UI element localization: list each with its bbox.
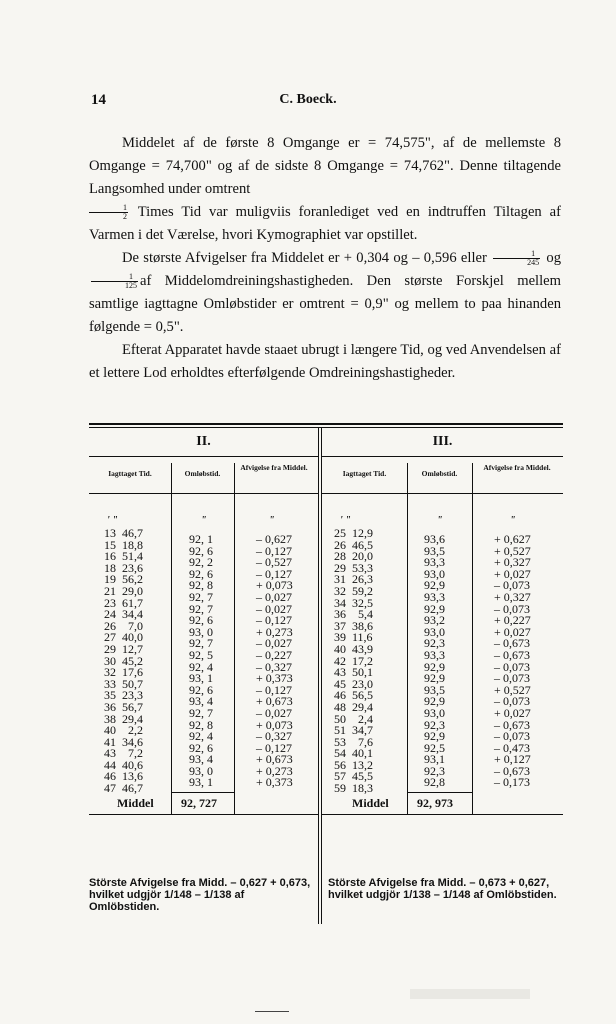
afvig-cell: – 0,027 [256, 636, 292, 651]
afvig-cell: + 0,373 [256, 775, 293, 790]
omlob-cell: 92,9 [424, 578, 445, 593]
omlob-cell: 92, 5 [189, 647, 213, 662]
omlob-cell: 92, 8 [189, 717, 213, 732]
omlob-cell: 92,5 [424, 740, 445, 755]
running-head: C. Boeck. [279, 92, 337, 107]
afvig-column [256, 534, 293, 789]
footer-rule [322, 814, 563, 815]
omlob-cell: 92, 6 [189, 613, 213, 628]
afvig-column [494, 534, 531, 789]
body-text [89, 132, 561, 385]
omlob-cell: 92, 6 [189, 543, 213, 558]
afvig-cell: – 0,327 [256, 729, 292, 744]
time-cell: 45 23,0 [334, 676, 373, 691]
omlob-cell: 92,9 [424, 729, 445, 744]
unit-label: ' " [340, 515, 351, 526]
time-cell: 34 32,5 [334, 595, 373, 610]
time-cell: 15 18,8 [104, 537, 143, 552]
omlob-column [189, 534, 213, 789]
omlob-cell: 92, 7 [189, 589, 213, 604]
afvig-cell: – 0,173 [494, 775, 530, 790]
omlob-cell: 92,9 [424, 601, 445, 616]
column-rule [234, 792, 235, 814]
afvig-cell: – 0,127 [256, 613, 292, 628]
omlob-cell: 93, 1 [189, 671, 213, 686]
panel-title: III. [432, 434, 453, 449]
afvig-cell: – 0,073 [494, 659, 530, 674]
time-cell: 56 13,2 [334, 757, 373, 772]
footnote-II: Störste Afvigelse fra Midd. – 0,627 + 0,673, hvilket udgjör 1/148 – 1/138 af Omlöbstiden. [89, 877, 311, 913]
column-rule [472, 792, 473, 814]
col-header-afvig: Afvigelse fra Middel. [240, 463, 308, 472]
middel-label: Middel [117, 796, 154, 810]
omlob-cell: 93,0 [424, 624, 445, 639]
afvig-cell: – 0,327 [256, 659, 292, 674]
column-rule [171, 792, 172, 814]
omlob-cell: 92, 7 [189, 636, 213, 651]
time-cell: 43 7,2 [104, 746, 143, 761]
afvig-cell: + 0,073 [256, 578, 293, 593]
afvig-cell: – 0,127 [256, 740, 292, 755]
omlob-cell: 93,3 [424, 589, 445, 604]
omlob-cell: 93, 0 [189, 763, 213, 778]
time-cell: 13 46,7 [104, 526, 143, 540]
column-rule [171, 463, 172, 808]
data-table [89, 423, 563, 913]
omlob-cell: 93,3 [424, 647, 445, 662]
sum-rule [407, 792, 472, 793]
omlob-cell: 93,5 [424, 543, 445, 558]
time-cell: 23 61,7 [104, 595, 143, 610]
column-rule [407, 463, 408, 808]
unit-label: " [437, 515, 443, 526]
omlob-cell: 92, 4 [189, 729, 213, 744]
time-cell: 38 29,4 [104, 711, 143, 726]
afvig-cell: + 0,327 [494, 555, 531, 570]
time-cell: 40 2,2 [104, 723, 143, 738]
omlob-cell: 92,3 [424, 763, 445, 778]
afvig-cell: – 0,227 [256, 647, 292, 662]
time-cell: 39 11,6 [334, 630, 373, 645]
time-cell: 50 2,4 [334, 711, 373, 726]
fraction-half: $\frac{1}{2}$ [89, 204, 128, 221]
omlob-cell: 93,2 [424, 613, 445, 628]
omlob-cell: 92, 6 [189, 682, 213, 697]
afvig-cell: + 0,027 [494, 624, 531, 639]
header-rule [322, 493, 563, 494]
afvig-cell: + 0,027 [494, 566, 531, 581]
page-number: 14 [91, 92, 106, 108]
omlob-cell: 93, 4 [189, 752, 213, 767]
time-cell: 47 46,7 [104, 781, 143, 796]
time-cell: 21 29,0 [104, 583, 143, 598]
bottom-mark [255, 1011, 289, 1012]
header-rule [322, 456, 563, 457]
time-cell: 32 17,6 [104, 665, 143, 680]
col-header-afvig: Afvigelse fra Middel. [483, 463, 551, 472]
afvig-cell: + 0,327 [494, 589, 531, 604]
time-cell: 27 40,0 [104, 630, 143, 645]
time-cell: 30 45,2 [104, 653, 143, 668]
afvig-cell: + 0,527 [494, 543, 531, 558]
panel-II [89, 430, 318, 913]
afvig-cell: + 0,527 [494, 682, 531, 697]
afvig-cell: – 0,673 [494, 717, 530, 732]
omlob-cell: 92,9 [424, 671, 445, 686]
paragraph-1: Middelet af de første 8 Omgange er = 74,575", af de mellemste 8 Omgange = 74,700" og af de sidste 8 Omgange = 74,762". Denne tiltagende Langsomhed under omtrent $\frac{1}{2}$ Times Tid var muligviis foranlediget ved en indtruffen Tiltagen af Varmen i det Værelse, hvori Kymographiet var opstillet. [89, 135, 561, 243]
time-cell: 28 20,0 [334, 549, 373, 564]
time-cell: 32 59,2 [334, 583, 373, 598]
time-cell: 29 53,3 [334, 560, 373, 575]
table-rule [89, 423, 563, 425]
omlob-cell: 93, 0 [189, 624, 213, 639]
time-cell: 42 17,2 [334, 653, 373, 668]
afvig-cell: – 0,073 [494, 578, 530, 593]
time-cell: 44 40,6 [104, 757, 143, 772]
omlob-cell: 93,0 [424, 705, 445, 720]
column-rule [407, 792, 408, 814]
afvig-cell: – 0,127 [256, 566, 292, 581]
afvig-cell: + 0,273 [256, 763, 293, 778]
time-cell: 40 43,9 [334, 641, 373, 656]
afvig-cell: – 0,027 [256, 589, 292, 604]
time-cell: 26 46,5 [334, 537, 373, 552]
column-rule [472, 463, 473, 808]
col-header-time: Iagttaget Tid. [342, 469, 387, 478]
time-cell: 36 56,7 [104, 699, 143, 714]
afvig-cell: – 0,027 [256, 601, 292, 616]
footer-rule [89, 814, 318, 815]
omlob-cell: 92, 2 [189, 555, 213, 570]
omlob-cell: 93, 1 [189, 775, 213, 790]
page-header [0, 92, 616, 112]
col-header-omlob: Omløbstid. [421, 469, 458, 478]
time-cell: 35 23,3 [104, 688, 143, 703]
col-header-omlob: Omløbstid. [184, 469, 221, 478]
omlob-cell: 92,3 [424, 636, 445, 651]
fraction-1-125: $\frac{1}{125}$ [91, 273, 138, 290]
time-cell: 51 34,7 [334, 723, 373, 738]
time-cell: 16 51,4 [104, 549, 143, 564]
afvig-cell: + 0,273 [256, 624, 293, 639]
header-rule [89, 493, 318, 494]
unit-label: " [269, 515, 275, 526]
afvig-cell: – 0,673 [494, 636, 530, 651]
afvig-cell: – 0,627 [256, 532, 292, 546]
time-cell: 24 34,4 [104, 607, 143, 622]
afvig-cell: – 0,073 [494, 729, 530, 744]
fraction-1-245: $\frac{1}{245}$ [493, 250, 540, 267]
omlob-cell: 92,9 [424, 659, 445, 674]
afvig-cell: – 0,027 [256, 705, 292, 720]
omlob-cell: 92, 4 [189, 659, 213, 674]
panel-III [322, 430, 563, 901]
time-cell: 41 34,6 [104, 734, 143, 749]
afvig-cell: + 0,373 [256, 671, 293, 686]
panel-title: II. [196, 434, 211, 449]
paragraph-3: Efterat Apparatet havde staaet ubrugt i længere Tid, og ved Anvendelsen af et lettere Lod erholdtes efterfølgende Omdreiningshastigheder. [89, 342, 561, 381]
time-cell: 36 5,4 [334, 607, 373, 622]
afvig-cell: – 0,473 [494, 740, 530, 755]
time-cell: 37 38,6 [334, 618, 373, 633]
time-column [104, 528, 143, 795]
omlob-cell: 92, 8 [189, 578, 213, 593]
omlob-cell: 93,6 [424, 532, 445, 546]
omlob-cell: 93,1 [424, 752, 445, 767]
time-cell: 31 26,3 [334, 572, 373, 587]
omlob-cell: 93,5 [424, 682, 445, 697]
time-cell: 57 45,5 [334, 769, 373, 784]
unit-label: " [510, 515, 516, 526]
column-rule [234, 463, 235, 808]
omlob-cell: 93,0 [424, 566, 445, 581]
omlob-cell: 92,9 [424, 694, 445, 709]
col-header-time: Iagttaget Tid. [108, 469, 152, 478]
omlob-cell: 92, 7 [189, 705, 213, 720]
table-rule [89, 427, 563, 428]
unit-label: ' " [107, 515, 118, 526]
time-cell: 54 40,1 [334, 746, 373, 761]
time-column [334, 528, 373, 795]
time-cell: 59 18,3 [334, 781, 373, 796]
faint-stamp [410, 985, 530, 1003]
afvig-cell: + 0,673 [256, 752, 293, 767]
afvig-cell: – 0,127 [256, 543, 292, 558]
afvig-cell: + 0,627 [494, 532, 531, 546]
time-cell: 25 12,9 [334, 526, 373, 540]
afvig-cell: – 0,673 [494, 647, 530, 662]
time-cell: 29 12,7 [104, 641, 143, 656]
time-cell: 26 7,0 [104, 618, 143, 633]
omlob-cell: 92,8 [424, 775, 445, 790]
middel-value: 92, 727 [181, 796, 217, 810]
unit-label: " [201, 515, 207, 526]
afvig-cell: – 0,673 [494, 763, 530, 778]
middel-label: Middel [352, 796, 389, 810]
omlob-cell: 92, 6 [189, 740, 213, 755]
omlob-cell: 92, 7 [189, 601, 213, 616]
sum-rule [171, 792, 234, 793]
afvig-cell: + 0,027 [494, 705, 531, 720]
afvig-cell: – 0,127 [256, 682, 292, 697]
time-cell: 53 7,6 [334, 734, 373, 749]
omlob-cell: 92, 1 [189, 532, 213, 546]
omlob-cell: 92, 6 [189, 566, 213, 581]
afvig-cell: + 0,127 [494, 752, 531, 767]
afvig-cell: + 0,073 [256, 717, 293, 732]
time-cell: 18 23,6 [104, 560, 143, 575]
header-rule [89, 456, 318, 457]
time-cell: 48 29,4 [334, 699, 373, 714]
omlob-column [424, 534, 445, 789]
afvig-cell: – 0,073 [494, 601, 530, 616]
time-cell: 46 13,6 [104, 769, 143, 784]
time-cell: 43 50,1 [334, 665, 373, 680]
paragraph-2: De største Afvigelser fra Middelet er + 0,304 og – 0,596 eller $\frac{1}{245}$ og $\frac{1}{125}$ af Middelomdreiningshastigheden. Den største Forskjel mellem samtlige iagttagne Omløbstider er omtrent = 0,9" og mellem to paa hinanden følgende = 0,5". [89, 249, 561, 335]
afvig-cell: + 0,673 [256, 694, 293, 709]
time-cell: 19 56,2 [104, 572, 143, 587]
middel-value: 92, 973 [417, 796, 453, 810]
footnote-III: Störste Afvigelse fra Midd. – 0,673 + 0,627, hvilket udgjör 1/138 – 1/148 af Omlöbstiden. [328, 877, 557, 901]
time-cell: 46 56,5 [334, 688, 373, 703]
afvig-cell: – 0,527 [256, 555, 292, 570]
afvig-cell: – 0,073 [494, 694, 530, 709]
omlob-cell: 93,3 [424, 555, 445, 570]
omlob-cell: 92,3 [424, 717, 445, 732]
afvig-cell: – 0,073 [494, 671, 530, 686]
time-cell: 33 50,7 [104, 676, 143, 691]
omlob-cell: 93, 4 [189, 694, 213, 709]
afvig-cell: + 0,227 [494, 613, 531, 628]
